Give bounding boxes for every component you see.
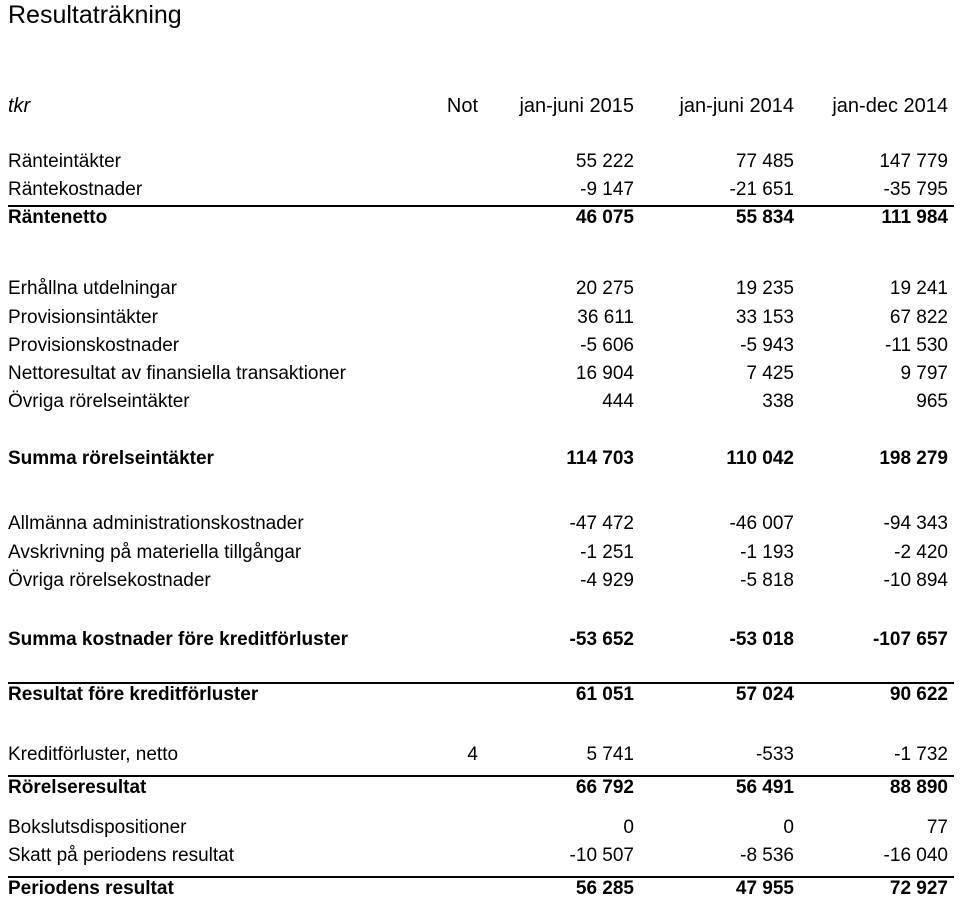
row-label: Provisionsintäkter xyxy=(8,307,158,328)
table-row xyxy=(8,742,954,768)
column-header-jan-dec-2014: jan-dec 2014 xyxy=(832,95,948,117)
row-label: Summa rörelseintäkter xyxy=(8,448,214,469)
value-jan-dec-2014: 88 890 xyxy=(889,777,948,798)
table-row xyxy=(8,149,954,175)
value-jan-juni-2014: 33 153 xyxy=(735,307,794,328)
table-row-total xyxy=(8,446,954,472)
table-header xyxy=(8,93,954,119)
value-jan-dec-2014: 90 622 xyxy=(889,684,948,705)
unit-label: tkr xyxy=(8,95,31,117)
value-jan-dec-2014: -16 040 xyxy=(883,845,948,866)
value-jan-juni-2014: 110 042 xyxy=(726,448,794,469)
column-header-jan-juni-2015: jan-juni 2015 xyxy=(519,95,634,117)
row-label: Allmänna administrationskostnader xyxy=(8,513,304,534)
row-label: Ränteintäkter xyxy=(8,151,122,172)
value-jan-juni-2015: 20 275 xyxy=(575,278,634,299)
row-label: Övriga rörelseintäkter xyxy=(8,391,190,412)
value-jan-juni-2014: -5 943 xyxy=(740,335,794,356)
value-jan-juni-2014: -46 007 xyxy=(729,513,794,534)
value-jan-juni-2014: 338 xyxy=(762,391,794,412)
note-header: Not xyxy=(446,95,478,117)
table-row-total xyxy=(8,205,954,233)
value-jan-juni-2014: 19 235 xyxy=(735,278,794,299)
table-row xyxy=(8,843,954,869)
value-jan-juni-2015: -5 606 xyxy=(580,335,634,356)
value-jan-juni-2014: -8 536 xyxy=(740,845,794,866)
row-label: Nettoresultat av finansiella transaktioner xyxy=(8,363,346,384)
value-jan-juni-2014: 47 955 xyxy=(735,878,794,899)
value-jan-dec-2014: 965 xyxy=(916,391,948,412)
value-jan-juni-2015: 114 703 xyxy=(566,448,634,469)
value-jan-juni-2015: -4 929 xyxy=(580,570,634,591)
value-jan-juni-2015: -1 251 xyxy=(580,542,634,563)
row-label: Resultat före kreditförluster xyxy=(8,684,259,705)
row-label: Rörelseresultat xyxy=(8,777,147,798)
value-jan-juni-2015: 55 222 xyxy=(575,151,634,172)
row-label: Skatt på periodens resultat xyxy=(8,845,235,866)
value-jan-juni-2014: -5 818 xyxy=(740,570,794,591)
column-header-jan-juni-2014: jan-juni 2014 xyxy=(679,95,794,117)
value-jan-juni-2015: -47 472 xyxy=(569,513,634,534)
table-row-total xyxy=(8,876,954,904)
value-jan-juni-2015: -9 147 xyxy=(580,179,634,200)
value-jan-dec-2014: 111 984 xyxy=(881,207,948,228)
row-label: Avskrivning på materiella tillgångar xyxy=(8,542,302,563)
value-jan-juni-2014: -53 018 xyxy=(729,629,794,650)
row-label: Kreditförluster, netto xyxy=(8,744,179,765)
value-jan-juni-2014: -21 651 xyxy=(729,179,794,200)
row-label: Bokslutsdispositioner xyxy=(8,817,187,838)
value-jan-dec-2014: 19 241 xyxy=(889,278,948,299)
value-jan-dec-2014: -11 530 xyxy=(884,335,948,356)
row-label: Periodens resultat xyxy=(8,878,174,899)
row-note: 4 xyxy=(467,744,478,765)
value-jan-dec-2014: 72 927 xyxy=(889,878,948,899)
table-row-total xyxy=(8,775,954,803)
table-row-total xyxy=(8,682,954,710)
value-jan-juni-2015: 0 xyxy=(623,817,634,838)
row-label: Summa kostnader före kreditförluster xyxy=(8,629,348,650)
value-jan-juni-2014: 55 834 xyxy=(735,207,794,228)
value-jan-juni-2015: 56 285 xyxy=(575,878,634,899)
value-jan-dec-2014: 147 779 xyxy=(879,151,948,172)
table-row xyxy=(8,815,954,841)
value-jan-juni-2014: 7 425 xyxy=(746,363,794,384)
table-row xyxy=(8,361,954,387)
row-label: Övriga rörelsekostnader xyxy=(8,570,211,591)
value-jan-juni-2015: 46 075 xyxy=(575,207,634,228)
table-row xyxy=(8,389,954,415)
page-title: Resultaträkning xyxy=(8,1,182,29)
value-jan-dec-2014: -1 732 xyxy=(894,744,948,765)
table-row xyxy=(8,276,954,302)
value-jan-dec-2014: -107 657 xyxy=(872,629,948,650)
value-jan-juni-2014: 57 024 xyxy=(735,684,794,705)
row-label: Räntekostnader xyxy=(8,179,143,200)
table-row xyxy=(8,333,954,359)
value-jan-dec-2014: -35 795 xyxy=(883,179,948,200)
table-row xyxy=(8,568,954,594)
value-jan-juni-2015: 36 611 xyxy=(577,307,634,328)
value-jan-juni-2015: -53 652 xyxy=(569,629,634,650)
value-jan-dec-2014: 198 279 xyxy=(879,448,948,469)
value-jan-juni-2015: 5 741 xyxy=(586,744,634,765)
row-label: Erhållna utdelningar xyxy=(8,278,178,299)
value-jan-juni-2015: 16 904 xyxy=(575,363,634,384)
table-row xyxy=(8,540,954,566)
value-jan-dec-2014: 77 xyxy=(926,817,948,838)
table-row xyxy=(8,305,954,331)
value-jan-juni-2014: 56 491 xyxy=(735,777,794,798)
value-jan-juni-2014: -1 193 xyxy=(740,542,794,563)
value-jan-dec-2014: 67 822 xyxy=(889,307,948,328)
value-jan-juni-2015: -10 507 xyxy=(569,845,634,866)
value-jan-juni-2014: -533 xyxy=(755,744,794,765)
table-row-total xyxy=(8,627,954,653)
value-jan-dec-2014: 9 797 xyxy=(900,363,948,384)
row-label: Provisionskostnader xyxy=(8,335,180,356)
value-jan-juni-2015: 61 051 xyxy=(575,684,634,705)
value-jan-dec-2014: -94 343 xyxy=(883,513,948,534)
value-jan-juni-2014: 77 485 xyxy=(735,151,794,172)
table-row xyxy=(8,511,954,537)
row-label: Räntenetto xyxy=(8,207,108,228)
value-jan-juni-2015: 444 xyxy=(602,391,634,412)
value-jan-juni-2014: 0 xyxy=(783,817,794,838)
value-jan-juni-2015: 66 792 xyxy=(575,777,634,798)
value-jan-dec-2014: -10 894 xyxy=(883,570,948,591)
value-jan-dec-2014: -2 420 xyxy=(894,542,948,563)
table-row xyxy=(8,177,954,203)
